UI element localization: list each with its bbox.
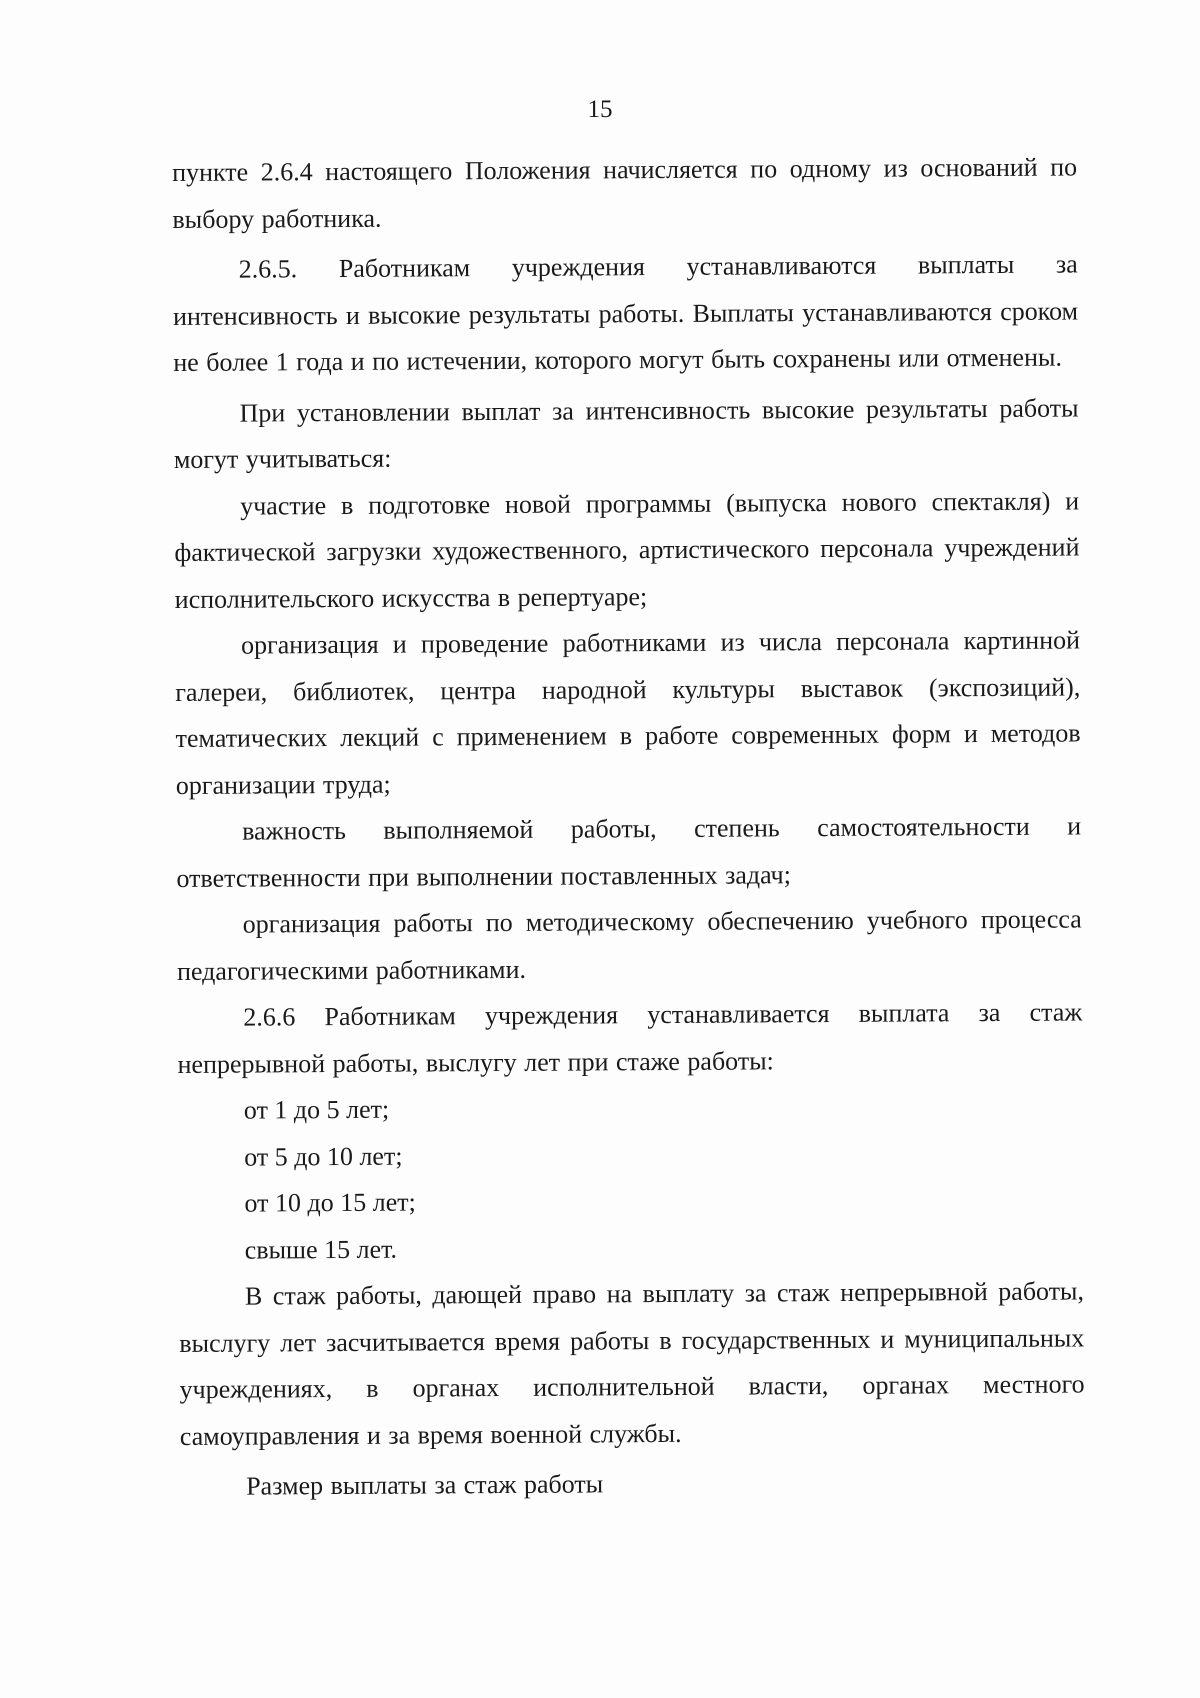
paragraph-payment-size: Размер выплаты за стаж работы	[246, 1469, 604, 1501]
paragraph-criterion-importance: важность выполняемой работы, степень самостоятельности и ответственности при выполнении поставленных задач;	[176, 811, 1082, 893]
paragraph-criterion-methodology: организация работы по методическому обеспечению учебного процесса педагогическими работниками.	[176, 904, 1082, 986]
paragraph-criterion-organization: организация и проведение работниками из числа персонала картинной галереи, библиотек, центра народной культуры выставок (экспозиций), тематических лекций с применением в работе современных форм и методов организации труда;	[175, 625, 1081, 800]
paragraph-2-6-6: 2.6.6 Работникам учреждения устанавливается выплата за стаж непрерывной работы, выслугу лет при стаже работы:	[177, 997, 1083, 1079]
service-range-item: от 10 до 15 лет;	[244, 1187, 416, 1218]
paragraph-continuation: пункте 2.6.4 настоящего Положения начисляется по одному из оснований по выбору работника.	[172, 152, 1078, 234]
service-range-item: от 1 до 5 лет;	[243, 1094, 390, 1125]
document-body	[172, 144, 1085, 1510]
page-number: 15	[587, 96, 613, 123]
paragraph-criteria-intro: При установлении выплат за интенсивность высокие результаты работы могут учитываться:	[173, 392, 1079, 474]
paragraph-criterion-program: участие в подготовке новой программы (выпуска нового спектакля) и фактической загрузки художественного, артистического персонала учреждений исполнительского искусства в репертуаре;	[174, 485, 1080, 614]
paragraph-2-6-5: 2.6.5. Работникам учреждения устанавливаются выплаты за интенсивность и высокие результаты работы. Выплаты устанавливаются сроком не более 1 года и по истечении, которого могут быть сохранены или отменены.	[172, 249, 1079, 377]
service-range-item: свыше 15 лет.	[244, 1234, 398, 1265]
paragraph-service-credit: В стаж работы, дающей право на выплату за стаж непрерывной работы, выслугу лет засчитывается время работы в государственных и муниципальных учреждениях, в органах исполнительной власти, органах местного самоуправления и за время военной службы.	[179, 1276, 1085, 1451]
service-range-item: от 5 до 10 лет;	[244, 1141, 403, 1172]
